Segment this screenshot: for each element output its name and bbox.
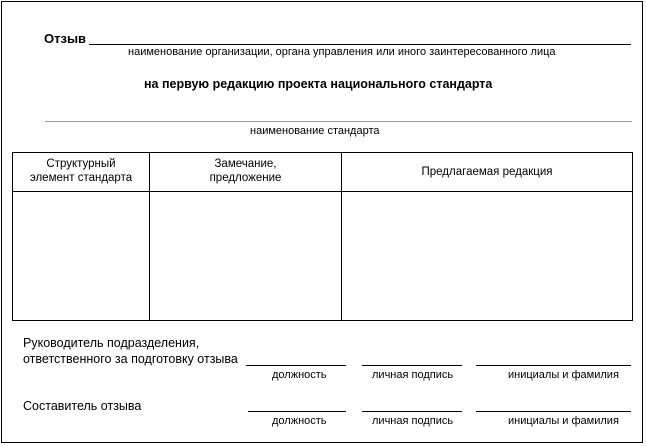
comments-table xyxy=(12,152,633,321)
table-header-remark: Замечание, предложение xyxy=(209,158,282,184)
standard-caption: наименование стандарта xyxy=(250,125,380,137)
head-name-caption: инициалы и фамилия xyxy=(508,369,619,381)
head-signature-caption: личная подпись xyxy=(372,369,454,381)
compiler-signature-caption: личная подпись xyxy=(372,415,454,427)
head-position-caption: должность xyxy=(272,369,327,381)
compiler-position-caption: должность xyxy=(272,415,327,427)
organization-caption: наименование организации, органа управления или иного заинтересованного лица xyxy=(128,46,556,58)
standard-name-field-line[interactable] xyxy=(45,121,632,122)
table-cell-remark[interactable] xyxy=(150,192,341,320)
head-name-field-line[interactable] xyxy=(476,365,631,366)
subject-line: на первую редакцию проекта национального стандарта xyxy=(144,77,493,91)
table-header-structural-element: Структурный элемент стандарта xyxy=(29,158,133,184)
compiler-name-caption: инициалы и фамилия xyxy=(508,415,619,427)
table-header-proposed-edition: Предлагаемая редакция xyxy=(421,166,553,178)
head-position-field-line[interactable] xyxy=(246,365,346,366)
compiler-signature-field-line[interactable] xyxy=(362,411,462,412)
table-cell-proposed-edition[interactable] xyxy=(342,192,632,320)
head-label-line2: ответственного за подготовку отзыва xyxy=(23,352,238,366)
organization-field-line[interactable] xyxy=(89,44,631,45)
compiler-position-field-line[interactable] xyxy=(248,411,346,412)
review-label: Отзыв xyxy=(44,31,87,46)
head-label-line1: Руководитель подразделения, xyxy=(23,336,200,350)
table-cell-structural-element[interactable] xyxy=(13,192,149,320)
compiler-name-field-line[interactable] xyxy=(476,411,631,412)
head-signature-field-line[interactable] xyxy=(362,365,462,366)
compiler-label: Составитель отзыва xyxy=(23,399,142,413)
